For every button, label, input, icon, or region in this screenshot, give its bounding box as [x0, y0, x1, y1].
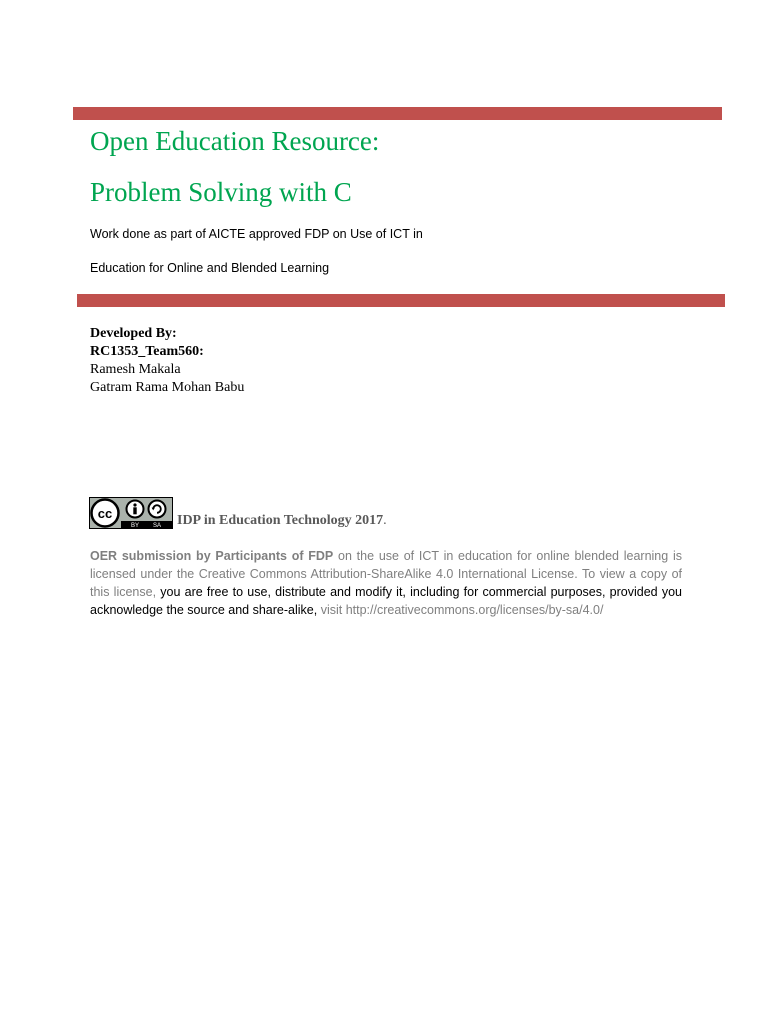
- top-rule: [73, 107, 722, 120]
- badge-sa-label: SA: [152, 523, 162, 529]
- subtitle-line1: Work done as part of AICTE approved FDP on Use of ICT in: [90, 227, 423, 241]
- license-permissions: you are free to use, distribute and modify it, including for commercial purposes, provided you acknowledge the source and share-alike,: [90, 585, 682, 617]
- developer-name: Ramesh Makala: [90, 362, 181, 377]
- svg-text:cc: cc: [97, 506, 113, 521]
- developers-block: [90, 325, 244, 397]
- cc-by-sa-icon: [89, 497, 173, 529]
- developer-name: Gatram Rama Mohan Babu: [90, 380, 245, 395]
- badge-caption-period: .: [383, 513, 387, 528]
- badge-caption: [177, 513, 387, 529]
- badge-caption-text: IDP in Education Technology 2017: [177, 513, 384, 528]
- developers-heading: Developed By:: [90, 326, 177, 341]
- bottom-rule: [77, 294, 725, 307]
- license-statement: on the use of ICT in education for online blended learning is licensed under the Creative Commons Attribution-ShareAlike 4.0 International License. To view a copy of this license,: [90, 549, 682, 599]
- license-url: visit http://creativecommons.org/licenses/by-sa/4.0/: [317, 603, 604, 617]
- badge-by-label: BY: [130, 523, 140, 529]
- doc-title-line1: Open Education Resource:: [90, 126, 380, 156]
- team-id: RC1353_Team560:: [90, 344, 204, 359]
- license-submitter: OER submission by Participants of FDP: [90, 549, 334, 563]
- doc-title-line2: Problem Solving with C: [90, 177, 352, 207]
- subtitle-line2: Education for Online and Blended Learning: [90, 261, 330, 275]
- license-paragraph: [90, 547, 682, 619]
